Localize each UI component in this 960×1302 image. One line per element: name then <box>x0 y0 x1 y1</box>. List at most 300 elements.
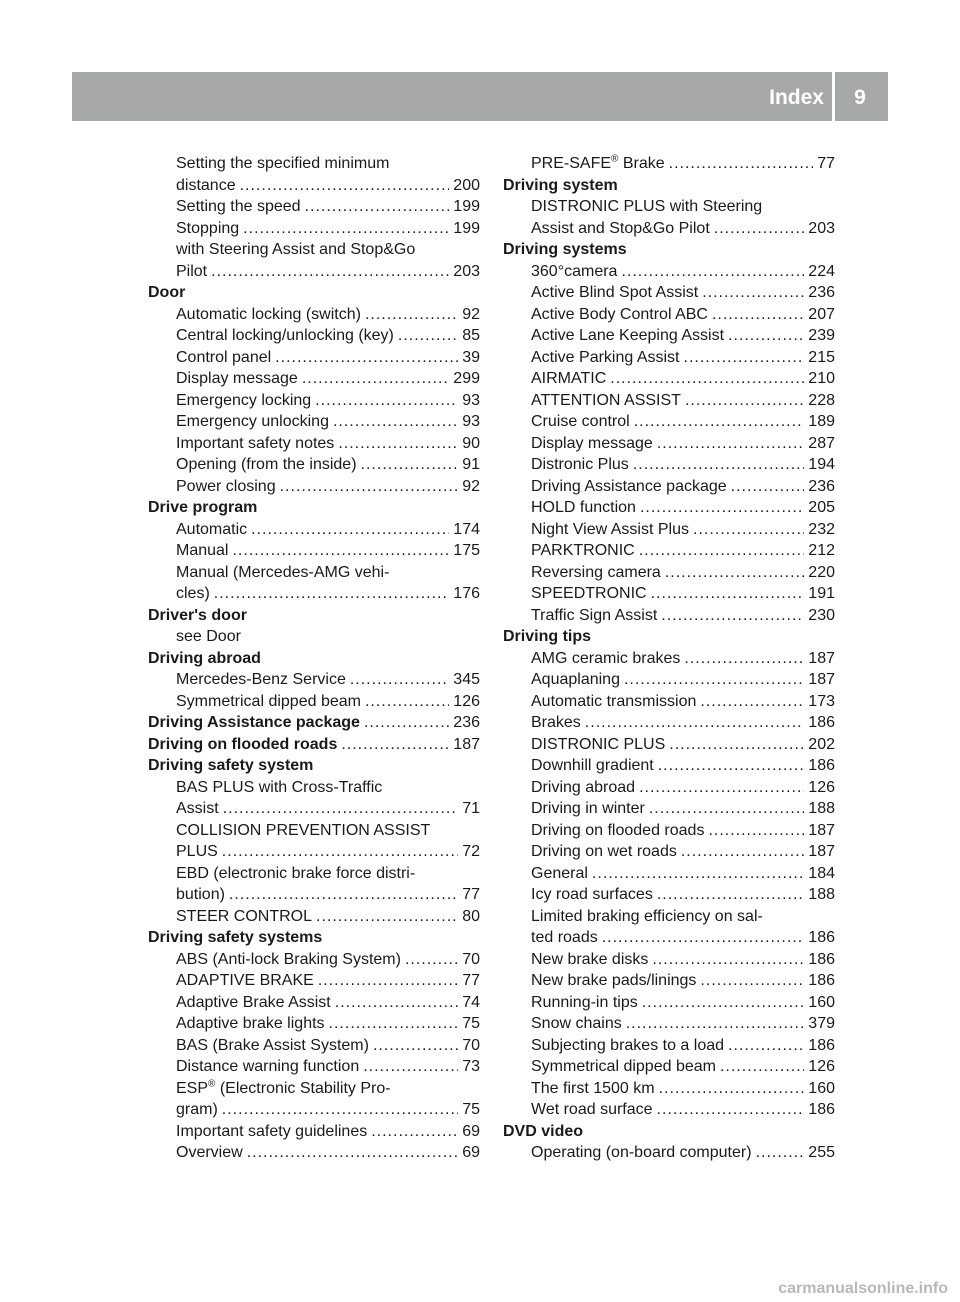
entry-term: gram) <box>176 1101 218 1118</box>
entry-term: Adaptive Brake Assist <box>176 993 331 1011</box>
index-entry <box>148 820 480 842</box>
index-entry <box>503 798 835 820</box>
index-entry <box>148 1035 480 1057</box>
entry-page: 220 <box>808 563 835 581</box>
entry-term: DISTRONIC PLUS with Steering <box>531 198 763 215</box>
leader-dots <box>585 712 805 734</box>
entry-page: 212 <box>808 542 835 559</box>
entry-term: Night View Assist Plus <box>531 520 689 538</box>
index-entry <box>503 153 835 175</box>
entry-page: 92 <box>462 477 480 495</box>
watermark: carmanualsonline.info <box>778 1280 948 1297</box>
entry-page: 236 <box>453 714 480 731</box>
entry-term: see Door <box>176 628 241 645</box>
leader-dots <box>365 304 458 326</box>
entry-term: cles) <box>176 585 210 602</box>
entry-term: Automatic locking (switch) <box>176 305 361 323</box>
entry-term: Driving systems <box>503 241 627 258</box>
entry-term: Important safety guidelines <box>176 1122 368 1140</box>
index-entry <box>503 218 835 240</box>
entry-page: 173 <box>808 692 835 710</box>
entry-term: Reversing camera <box>531 563 661 581</box>
leader-dots <box>341 734 449 756</box>
index-entry <box>503 497 835 519</box>
entry-page: 191 <box>808 585 835 602</box>
leader-dots <box>338 433 458 455</box>
index-entry <box>503 755 835 777</box>
leader-dots <box>247 1142 459 1164</box>
index-heading <box>148 605 480 627</box>
entry-page: 194 <box>808 456 835 473</box>
entry-term: Distronic Plus <box>531 456 629 473</box>
entry-term: ADAPTIVE BRAKE <box>176 972 314 989</box>
leader-dots <box>633 454 804 476</box>
leader-dots <box>712 304 804 326</box>
index-entry <box>148 1121 480 1143</box>
entry-term: STEER CONTROL <box>176 907 313 925</box>
index-entry <box>503 411 835 433</box>
index-column-left <box>148 153 480 1164</box>
entry-term: Door <box>148 284 186 301</box>
entry-page: 80 <box>462 907 480 925</box>
entry-term: with Steering Assist and Stop&Go <box>176 241 416 258</box>
entry-page: 77 <box>817 155 835 172</box>
entry-term: Active Body Control ABC <box>531 305 708 323</box>
index-entry <box>503 476 835 498</box>
index-entry <box>503 820 835 842</box>
entry-page: 186 <box>808 950 835 968</box>
index-entry <box>503 433 835 455</box>
entry-page: 75 <box>462 1015 480 1032</box>
entry-term: DVD video <box>503 1122 584 1140</box>
entry-page: 236 <box>808 284 835 301</box>
entry-term: Display message <box>531 434 653 452</box>
index-heading <box>148 712 480 734</box>
entry-page: 215 <box>808 348 835 366</box>
index-entry <box>503 605 835 627</box>
entry-term: SPEEDTRONIC <box>531 585 647 602</box>
entry-page: 186 <box>808 929 835 946</box>
entry-term: New brake pads/linings <box>531 972 697 989</box>
leader-dots <box>639 540 805 562</box>
leader-dots <box>652 949 804 971</box>
entry-page: 175 <box>453 542 480 559</box>
entry-term: DISTRONIC PLUS <box>531 735 666 753</box>
entry-term: ted roads <box>531 929 598 946</box>
entry-term: Driving abroad <box>531 778 636 796</box>
index-entry <box>503 454 835 476</box>
index-entry <box>148 1099 480 1121</box>
leader-dots <box>642 992 805 1014</box>
entry-page: 228 <box>808 391 835 409</box>
index-entry <box>503 884 835 906</box>
entry-term: Emergency unlocking <box>176 413 329 430</box>
leader-dots <box>333 411 458 433</box>
entry-page: 186 <box>808 757 835 774</box>
entry-term: New brake disks <box>531 950 649 968</box>
leader-dots <box>728 325 804 347</box>
index-entry <box>148 218 480 240</box>
entry-term: Traffic Sign Assist <box>531 606 658 624</box>
entry-term: ABS (Anti-lock Braking System) <box>176 950 401 968</box>
leader-dots <box>363 1056 458 1078</box>
index-entry <box>503 368 835 390</box>
index-entry <box>503 712 835 734</box>
entry-term: Mercedes-Benz Service <box>176 671 346 688</box>
index-entry <box>148 1056 480 1078</box>
leader-dots <box>602 927 805 949</box>
index-entry <box>148 239 480 261</box>
entry-term: Display message <box>176 370 298 387</box>
entry-page: 77 <box>462 972 480 989</box>
entry-term: Adaptive brake lights <box>176 1015 325 1032</box>
index-heading <box>148 282 480 304</box>
entry-term: distance <box>176 176 236 194</box>
entry-term: Subjecting brakes to a load <box>531 1036 725 1054</box>
leader-dots <box>661 605 804 627</box>
index-entry <box>148 196 480 218</box>
entry-term: Distance warning function <box>176 1058 360 1075</box>
index-heading <box>148 927 480 949</box>
index-entry <box>148 304 480 326</box>
index-entry <box>503 519 835 541</box>
entry-term: Limited braking efficiency on sal- <box>531 907 763 925</box>
section-title: Index <box>769 86 824 109</box>
index-entry <box>503 669 835 691</box>
entry-page: 199 <box>453 219 480 237</box>
index-entry <box>148 368 480 390</box>
entry-page: 239 <box>808 327 835 344</box>
entry-page: 74 <box>462 993 480 1011</box>
entry-page: 126 <box>808 778 835 796</box>
leader-dots <box>684 648 804 670</box>
index-entry <box>148 476 480 498</box>
entry-page: 287 <box>808 434 835 452</box>
index-entry <box>503 734 835 756</box>
entry-page: 188 <box>808 886 835 903</box>
entry-term: General <box>531 864 588 882</box>
entry-page: 93 <box>462 391 480 409</box>
entry-page: 230 <box>808 606 835 624</box>
entry-page: 345 <box>453 671 480 688</box>
leader-dots <box>316 906 458 928</box>
leader-dots <box>592 863 804 885</box>
entry-page: 70 <box>462 1036 480 1054</box>
index-entry <box>148 153 480 175</box>
entry-term: Pilot <box>176 262 208 280</box>
entry-page: 205 <box>808 499 835 516</box>
leader-dots <box>350 669 449 691</box>
entry-term: Symmetrical dipped beam <box>531 1058 716 1075</box>
leader-dots <box>364 712 449 734</box>
entry-page: 174 <box>453 520 480 538</box>
index-entry <box>148 261 480 283</box>
leader-dots <box>700 691 804 713</box>
entry-term: COLLISION PREVENTION ASSIST <box>176 821 431 839</box>
entry-page: 72 <box>462 843 480 860</box>
index-entry <box>503 970 835 992</box>
leader-dots <box>361 454 459 476</box>
index-entry <box>503 906 835 928</box>
leader-dots <box>700 970 804 992</box>
entry-page: 203 <box>453 262 480 280</box>
leader-dots <box>669 153 814 175</box>
leader-dots <box>211 261 449 283</box>
entry-term: Aquaplaning <box>531 671 620 688</box>
leader-dots <box>728 1035 804 1057</box>
entry-term: BAS PLUS with Cross-Traffic <box>176 778 383 796</box>
leader-dots <box>756 1142 805 1164</box>
entry-term: PLUS <box>176 843 218 860</box>
entry-page: 186 <box>808 1036 835 1054</box>
entry-page: 91 <box>462 456 480 473</box>
leader-dots <box>624 669 804 691</box>
header-divider <box>832 72 835 121</box>
index-entry <box>148 540 480 562</box>
index-entry <box>503 347 835 369</box>
entry-term: Symmetrical dipped beam <box>176 692 361 710</box>
index-entry <box>503 691 835 713</box>
entry-term: Driving Assistance package <box>148 714 360 731</box>
entry-term: Assist <box>176 800 219 817</box>
page-number: 9 <box>854 86 866 109</box>
index-entry <box>503 648 835 670</box>
entry-page: 176 <box>453 585 480 602</box>
index-entry <box>148 691 480 713</box>
index-entry <box>148 669 480 691</box>
leader-dots <box>649 798 804 820</box>
entry-page: 126 <box>808 1058 835 1075</box>
entry-term: Driving on wet roads <box>531 843 677 860</box>
leader-dots <box>658 755 805 777</box>
entry-term: Setting the specified minimum <box>176 155 390 172</box>
entry-page: 93 <box>462 413 480 430</box>
entry-page: 39 <box>462 348 480 366</box>
entry-term: ATTENTION ASSIST <box>531 391 681 409</box>
leader-dots <box>702 282 804 304</box>
entry-term: Overview <box>176 1144 243 1161</box>
entry-page: 70 <box>462 950 480 968</box>
index-column-right <box>503 153 835 1164</box>
index-entry <box>503 992 835 1014</box>
index-entry <box>148 411 480 433</box>
entry-page: 73 <box>462 1058 480 1075</box>
entry-term: Opening (from the inside) <box>176 456 357 473</box>
entry-page: 92 <box>462 305 480 323</box>
index-entry <box>503 841 835 863</box>
entry-term: Manual <box>176 542 229 559</box>
leader-dots <box>634 411 805 433</box>
entry-term: HOLD function <box>531 499 636 516</box>
leader-dots <box>329 1013 459 1035</box>
entry-term: Active Lane Keeping Assist <box>531 327 725 344</box>
entry-term: bution) <box>176 886 225 903</box>
entry-term: AIRMATIC <box>531 370 607 387</box>
index-entry <box>503 1056 835 1078</box>
leader-dots <box>657 433 804 455</box>
index-entry <box>503 949 835 971</box>
index-entry <box>148 175 480 197</box>
entry-term: Active Parking Assist <box>531 348 680 366</box>
entry-page: 187 <box>808 649 835 667</box>
leader-dots <box>373 1035 458 1057</box>
leader-dots <box>302 368 449 390</box>
leader-dots <box>651 583 805 605</box>
leader-dots <box>229 884 458 906</box>
entry-term: Setting the speed <box>176 198 301 215</box>
entry-page: 255 <box>808 1144 835 1161</box>
leader-dots <box>640 497 804 519</box>
entry-term: Driving on flooded roads <box>148 735 338 753</box>
index-entry <box>148 433 480 455</box>
index-heading <box>148 734 480 756</box>
leader-dots <box>405 949 458 971</box>
entry-page: 187 <box>808 843 835 860</box>
index-heading <box>503 175 835 197</box>
entry-term: Drive program <box>148 499 258 516</box>
entry-page: 199 <box>453 198 480 215</box>
entry-term: PARKTRONIC <box>531 542 635 559</box>
entry-term: Automatic <box>176 520 248 538</box>
entry-page: 210 <box>808 370 835 387</box>
leader-dots <box>315 390 458 412</box>
entry-term: Driving in winter <box>531 800 645 817</box>
entry-page: 232 <box>808 520 835 538</box>
leader-dots <box>665 562 804 584</box>
leader-dots <box>223 798 459 820</box>
leader-dots <box>693 519 804 541</box>
entry-page: 189 <box>808 413 835 430</box>
entry-term: EBD (electronic brake force distri- <box>176 864 416 882</box>
index-entry <box>148 906 480 928</box>
index-entry <box>503 540 835 562</box>
entry-term: Power closing <box>176 477 276 495</box>
index-entry <box>503 1013 835 1035</box>
entry-page: 75 <box>462 1101 480 1118</box>
entry-page: 90 <box>462 434 480 452</box>
entry-term: Snow chains <box>531 1015 622 1032</box>
entry-page: 186 <box>808 972 835 989</box>
entry-term: Operating (on-board computer) <box>531 1144 752 1161</box>
entry-term: Driving safety system <box>148 757 314 774</box>
entry-page: 184 <box>808 864 835 882</box>
index-heading <box>503 626 835 648</box>
index-entry <box>148 970 480 992</box>
entry-term: Stopping <box>176 219 240 237</box>
entry-page: 299 <box>453 370 480 387</box>
leader-dots <box>222 841 458 863</box>
index-entry <box>148 863 480 885</box>
entry-term: Automatic transmission <box>531 692 697 710</box>
entry-page: 207 <box>808 305 835 323</box>
leader-dots <box>243 218 449 240</box>
entry-page: 224 <box>808 262 835 280</box>
entry-page: 187 <box>808 821 835 839</box>
index-entry <box>503 927 835 949</box>
index-heading <box>148 755 480 777</box>
leader-dots <box>222 1099 458 1121</box>
leader-dots <box>371 1121 458 1143</box>
index-entry <box>503 390 835 412</box>
index-entry <box>148 1078 480 1100</box>
leader-dots <box>657 884 804 906</box>
index-entry <box>148 519 480 541</box>
leader-dots <box>240 175 450 197</box>
index-entry <box>503 1142 835 1164</box>
entry-term: Driver's door <box>148 606 247 624</box>
index-entry <box>148 1013 480 1035</box>
leader-dots <box>685 390 804 412</box>
leader-dots <box>669 734 804 756</box>
entry-page: 126 <box>453 692 480 710</box>
leader-dots <box>251 519 449 541</box>
index-entry <box>503 1035 835 1057</box>
index-entry <box>148 949 480 971</box>
entry-term: Active Blind Spot Assist <box>531 284 699 301</box>
index-entry <box>503 261 835 283</box>
entry-term: Running-in tips <box>531 993 638 1011</box>
entry-term: The first 1500 km <box>531 1079 655 1097</box>
index-entry <box>148 626 480 648</box>
entry-term: Driving abroad <box>148 649 261 667</box>
entry-page: 69 <box>462 1144 480 1161</box>
index-entry <box>503 1078 835 1100</box>
index-heading <box>148 648 480 670</box>
index-entry <box>503 583 835 605</box>
index-entry <box>148 1142 480 1164</box>
entry-page: 85 <box>462 327 480 344</box>
index-entry <box>148 798 480 820</box>
index-entry <box>148 992 480 1014</box>
entry-term: Important safety notes <box>176 434 335 452</box>
leader-dots <box>684 347 805 369</box>
leader-dots <box>731 476 805 498</box>
leader-dots <box>681 841 804 863</box>
entry-page: 187 <box>808 671 835 688</box>
entry-term: Icy road surfaces <box>531 886 653 903</box>
leader-dots <box>714 218 805 240</box>
leader-dots <box>398 325 458 347</box>
index-entry <box>148 325 480 347</box>
leader-dots <box>335 992 458 1014</box>
leader-dots <box>659 1078 805 1100</box>
entry-page: 186 <box>808 1101 835 1118</box>
entry-term: Driving on flooded roads <box>531 821 705 839</box>
entry-page: 160 <box>808 1079 835 1097</box>
leader-dots <box>626 1013 805 1035</box>
entry-term: BAS (Brake Assist System) <box>176 1036 369 1054</box>
index-entry <box>503 196 835 218</box>
entry-page: 77 <box>462 886 480 903</box>
entry-term: Downhill gradient <box>531 757 654 774</box>
entry-page: 203 <box>808 219 835 237</box>
index-entry <box>503 1099 835 1121</box>
index-entry <box>148 562 480 584</box>
entry-page: 236 <box>808 477 835 495</box>
entry-term: Control panel <box>176 348 272 366</box>
leader-dots <box>621 261 804 283</box>
index-heading <box>503 1121 835 1143</box>
leader-dots <box>305 196 450 218</box>
leader-dots <box>610 368 804 390</box>
index-entry <box>503 562 835 584</box>
entry-term: 360°camera <box>531 262 618 280</box>
index-entry <box>503 325 835 347</box>
entry-term: Driving safety systems <box>148 929 323 946</box>
index-entry <box>503 282 835 304</box>
entry-page: 71 <box>462 800 480 817</box>
entry-term: ESP® (Electronic Stability Pro- <box>176 1078 391 1097</box>
